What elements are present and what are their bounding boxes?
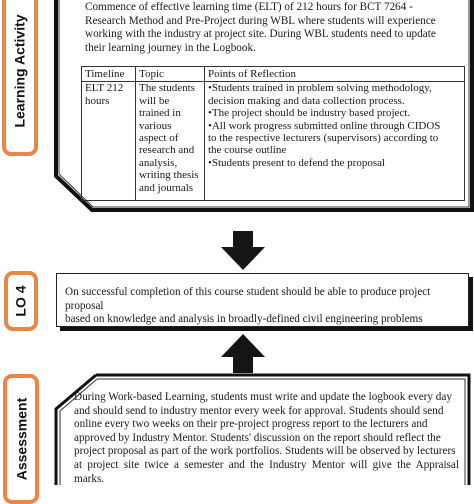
assessment-panel — [56, 375, 474, 485]
lo4-panel — [56, 273, 469, 327]
learning-activity-label: Learning Activity — [12, 14, 28, 128]
assessment-line: During Work-based Learning, students must write and update the logbook every day — [74, 391, 452, 403]
col-header-topic: Topic — [136, 67, 205, 82]
assessment-text — [74, 391, 459, 486]
intro-line: working with the industry at project site. During WBL students need to update — [85, 28, 436, 41]
reflection-line: •The project should be industry based project. — [208, 107, 411, 120]
reflection-line: •Students trained in problem solving methodology, — [208, 82, 432, 95]
lo4-line: based on knowledge and analysis in broadly-defined civil engineering problems — [65, 313, 423, 326]
cell-reflection — [205, 82, 465, 201]
cell-timeline: ELT 212 hours — [82, 82, 136, 201]
reflection-line: •All work progress submitted online through CIDOS — [208, 119, 441, 132]
assessment-line: project proposal as part of the work portfolios. Students will be observed by lecturers — [74, 445, 456, 458]
reflection-line: the course outline — [208, 144, 287, 157]
learning-activity-panel — [56, 0, 474, 213]
cell-topic: The students will be trained in various aspect of research and analysis, writing thesis and journals — [136, 82, 205, 201]
assessment-line: at project site twice a semester and the Industry Mentor will give the Appraisal marks. — [74, 458, 459, 485]
reflection-line: to the respective lecturers (supervisors) according to — [208, 132, 439, 145]
col-header-reflection: Points of Reflection — [205, 67, 465, 82]
lo4-line: On successful completion of this course student should be able to produce project proposal — [65, 286, 431, 312]
assessment-line: approved by Industry Mentor. Students' discussion on the report should reflect the — [74, 431, 441, 444]
table-row — [82, 82, 465, 201]
lo4-tab — [4, 271, 38, 331]
intro-line: Commence of effective learning time (ELT) of 212 hours for BCT 7264 - — [85, 1, 413, 13]
reflection-line: •Students present to defend the proposal — [208, 156, 386, 169]
assessment-label: Assessment — [13, 397, 29, 481]
table-header-row — [82, 67, 465, 82]
lo4-label: LO 4 — [13, 285, 29, 317]
assessment-tab — [3, 374, 39, 504]
reflection-line: decision making and data collection process. — [208, 94, 405, 107]
reflection-table — [81, 66, 465, 201]
down-arrow-icon — [221, 231, 265, 271]
col-header-timeline: Timeline — [82, 67, 136, 82]
up-arrow-icon — [221, 334, 265, 374]
lo4-text — [65, 286, 465, 327]
intro-line: Research Method and Pre-Project during WBL where students will experience — [85, 14, 436, 27]
learning-activity-intro — [85, 1, 465, 55]
assessment-line: online every two weeks on their pre-project progress report to the lecturers and — [74, 418, 428, 431]
assessment-line: and should send to industry mentor every week for approval. Students should send — [74, 404, 444, 417]
learning-activity-tab — [2, 0, 38, 156]
intro-line: their learning journey in the Logbook. — [85, 41, 256, 54]
